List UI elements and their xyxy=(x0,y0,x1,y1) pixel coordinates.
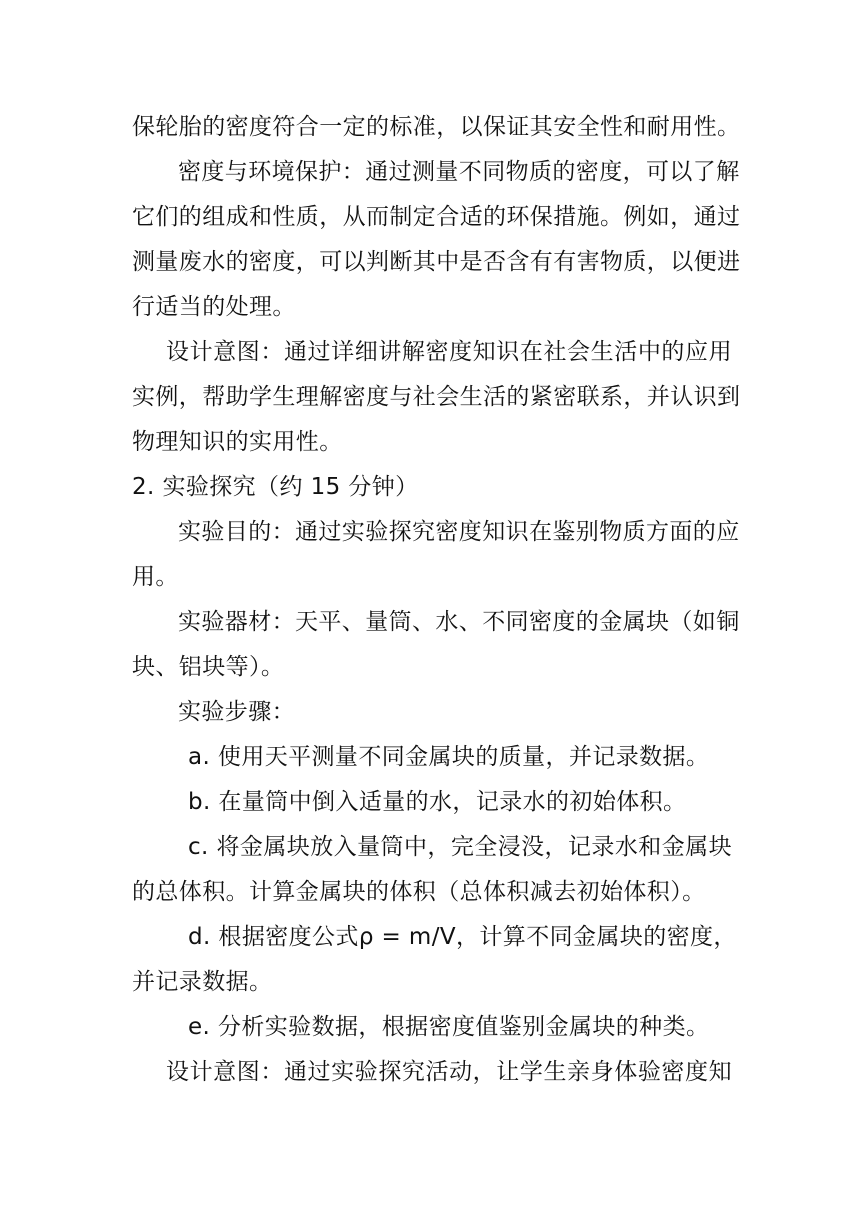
step-item: d. 根据密度公式ρ = m/V，计算不同金属块的密度， xyxy=(188,924,737,950)
paragraph-line: 的总体积。计算金属块的体积（总体积减去初始体积）。 xyxy=(132,879,706,905)
step-item: a. 使用天平测量不同金属块的质量，并记录数据。 xyxy=(188,744,710,770)
paragraph-line: 实验目的：通过实验探究密度知识在鉴别物质方面的应 xyxy=(178,519,740,545)
paragraph-line: 它们的组成和性质，从而制定合适的环保措施。例如，通过 xyxy=(132,204,741,230)
paragraph-line: 实验步骤： xyxy=(178,699,295,725)
step-item: c. 将金属块放入量筒中，完全浸没，记录水和金属块 xyxy=(188,834,732,860)
paragraph-line: 保轮胎的密度符合一定的标准，以保证其安全性和耐用性。 xyxy=(132,114,741,140)
paragraph-line: 块、铝块等）。 xyxy=(132,654,285,680)
paragraph-line: 行适当的处理。 xyxy=(132,294,296,320)
section-heading: 2. 实验探究（约 15 分钟） xyxy=(132,474,419,500)
paragraph-line: 实验器材：天平、量筒、水、不同密度的金属块（如铜 xyxy=(178,609,740,635)
paragraph-line: 用。 xyxy=(132,564,179,590)
paragraph-line: 物理知识的实用性。 xyxy=(132,429,343,455)
paragraph-line: 密度与环境保护：通过测量不同物质的密度，可以了解 xyxy=(178,159,740,185)
paragraph-line: 并记录数据。 xyxy=(132,969,273,995)
paragraph-line: 设计意图：通过实验探究活动，让学生亲身体验密度知 xyxy=(166,1059,732,1085)
step-item: b. 在量筒中倒入适量的水，记录水的初始体积。 xyxy=(188,789,687,815)
paragraph-line: 实例，帮助学生理解密度与社会生活的紧密联系，并认识到 xyxy=(132,384,741,410)
paragraph-line: 设计意图：通过详细讲解密度知识在社会生活中的应用 xyxy=(166,339,732,365)
paragraph-line: 测量废水的密度，可以判断其中是否含有有害物质，以便进 xyxy=(132,249,741,275)
step-item: e. 分析实验数据，根据密度值鉴别金属块的种类。 xyxy=(188,1014,710,1040)
